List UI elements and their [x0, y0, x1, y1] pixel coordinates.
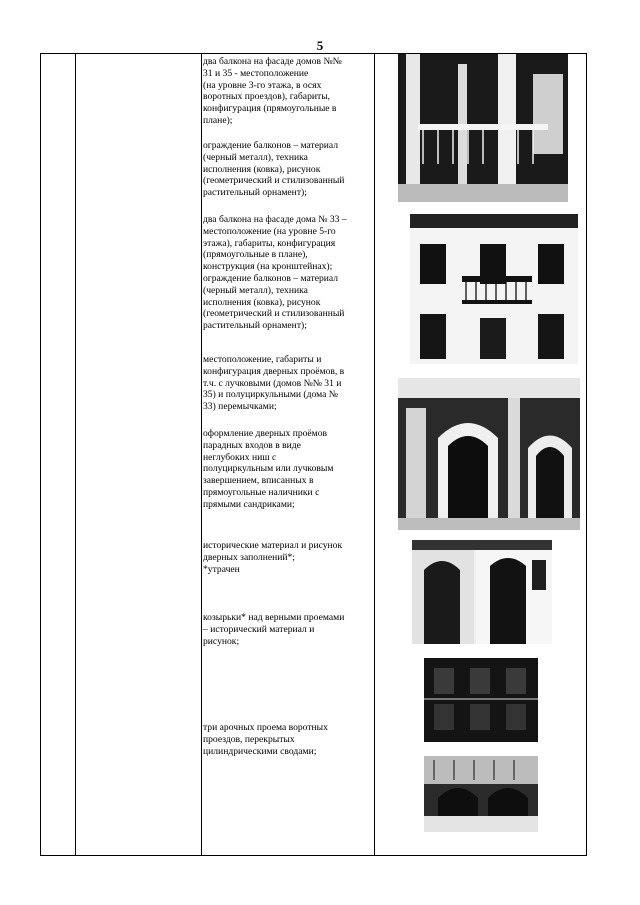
text-line: (прямоугольные в плане),	[203, 249, 308, 261]
text-line: прямыми сандриками;	[203, 498, 295, 510]
text-line: прямоугольные наличники с	[203, 486, 320, 498]
text-line: завершением, вписанных в	[203, 475, 314, 487]
text-line: цилиндрическими сводами;	[203, 745, 317, 757]
text-line: растительный орнамент);	[203, 187, 307, 199]
text-line: исполнения (ковка), рисунок	[203, 163, 321, 175]
text-line: (геометрический и стилизованный	[203, 175, 345, 187]
text-block-balconies-31-35	[203, 56, 363, 127]
text-line: конфигурация (прямоугольные в	[203, 103, 337, 115]
text-line: козырьки* над верными проемами	[203, 612, 345, 623]
text-line: (черный металл), техника	[203, 284, 308, 296]
photo-entrance-doors-image	[398, 378, 580, 530]
text-line: местоположение, габариты и	[203, 354, 322, 365]
text-block-door-fillings	[203, 540, 363, 575]
text-line: (геометрический и стилизованный	[203, 308, 345, 320]
text-block-canopies	[203, 612, 363, 647]
photo-canopies-image	[424, 658, 538, 742]
text-line: полуциркульным или лучковым	[203, 463, 334, 475]
text-line: неглубоких ниш с	[203, 451, 277, 463]
photo-door-fillings-image	[412, 540, 552, 644]
text-block-door-openings	[203, 354, 363, 413]
text-line: конфигурация дверных проёмов, в	[203, 365, 345, 377]
text-line: (на уровне 3-го этажа, в осях	[203, 79, 322, 91]
text-line: т.ч. с лучковыми (домов №№ 31 и	[203, 377, 342, 389]
text-line: три арочных проема воротных	[203, 722, 328, 733]
text-line: 31 и 35 - местоположение	[203, 67, 309, 79]
text-line: – исторический материал и	[203, 623, 315, 635]
text-line: оформление дверных проёмов	[203, 428, 328, 439]
text-block-gateway-arches	[203, 722, 363, 757]
text-line: исторические материал и рисунок	[203, 540, 343, 551]
text-line: исполнения (ковка), рисунок	[203, 296, 321, 308]
text-line: этажа), габариты, конфигурация	[203, 237, 336, 249]
text-block-railing-1	[203, 140, 363, 199]
text-line: 35) и полуциркульными (дома №	[203, 389, 338, 401]
text-line: парадных входов в виде	[203, 439, 301, 451]
text-line: (черный металл), техника	[203, 151, 308, 163]
text-line: два балкона на фасаде домов №№	[203, 56, 342, 67]
text-line: 33) перемычками;	[203, 401, 277, 413]
text-block-balconies-33	[203, 214, 363, 332]
text-line: растительный орнамент);	[203, 320, 307, 332]
photo-canopies	[424, 658, 538, 742]
text-line: рисунок;	[203, 635, 240, 647]
text-block-door-decoration	[203, 428, 363, 511]
text-line: ограждение балконов – материал	[203, 140, 339, 151]
photo-door-fillings	[412, 540, 552, 644]
text-line: воротных проездов), габариты,	[203, 91, 331, 103]
photo-gateway-arches	[424, 756, 538, 832]
text-line: дверных заполнений*;	[203, 551, 295, 563]
page-number: 5	[316, 38, 324, 53]
photo-balcony-house-33-image	[410, 214, 578, 364]
text-line: конструкция (на кронштейнах);	[203, 261, 333, 273]
column-divider-2	[201, 54, 202, 855]
photo-balcony-houses-31-35	[398, 54, 568, 202]
text-line: два балкона на фасаде дома № 33 –	[203, 214, 347, 225]
text-line: ограждение балконов – материал	[203, 272, 339, 284]
photo-balcony-house-33	[410, 214, 578, 364]
column-divider-3	[374, 54, 375, 855]
photo-gateway-arches-image	[424, 756, 538, 832]
photo-entrance-doors	[398, 378, 580, 530]
text-line: местоположение (на уровне 5-го	[203, 225, 336, 237]
text-line: *утрачен	[203, 563, 240, 575]
text-line: плане);	[203, 114, 233, 126]
text-line: проездов, перекрытых	[203, 733, 295, 745]
column-divider-1	[75, 54, 76, 855]
photo-balcony-houses-31-35-image	[398, 54, 568, 202]
